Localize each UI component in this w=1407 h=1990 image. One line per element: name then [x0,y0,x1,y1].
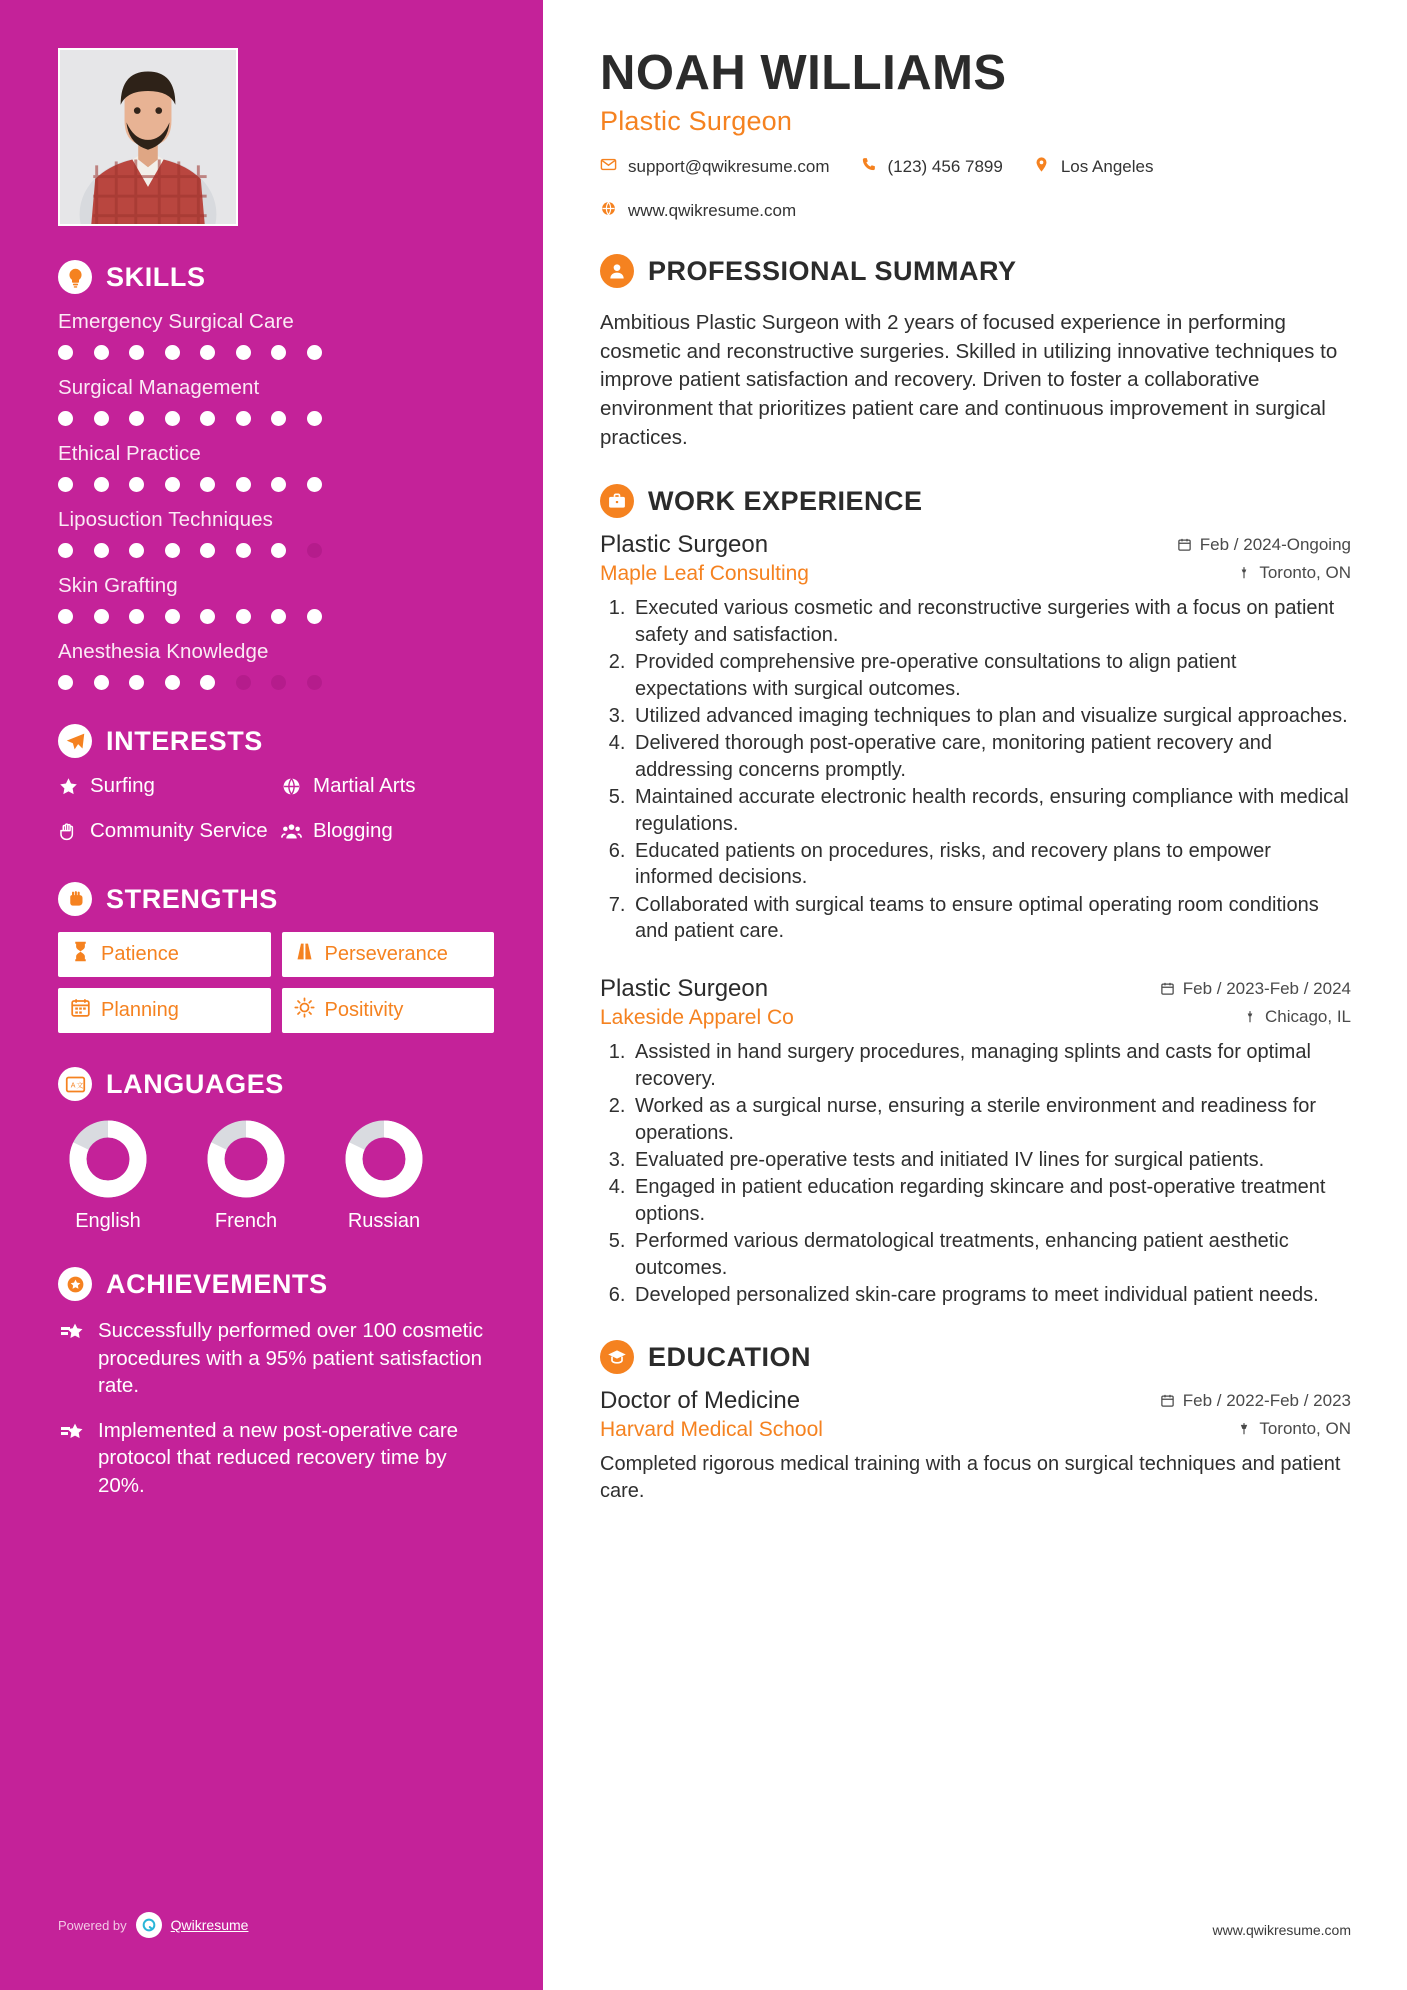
contact-text: Los Angeles [1060,157,1154,177]
language-item [196,1117,296,1233]
achievement-text: Successfully performed over 100 cosmetic procedures with a 95% patient satisfaction rate. [98,1319,484,1397]
skill-item [58,640,494,690]
job-entry [600,531,1351,944]
achievement-star-icon [58,1317,84,1399]
rating-dot-filled [200,675,215,690]
rating-dot-filled [165,543,180,558]
rating-dot-filled [271,477,286,492]
rating-dot-filled [129,345,144,360]
rating-dot-filled [236,345,251,360]
phone-icon [860,156,877,178]
rating-dot-empty [271,675,286,690]
rating-dot-filled [129,543,144,558]
job-date [1177,535,1351,555]
interests-list [58,774,494,848]
rating-dot-filled [94,609,109,624]
pin-icon [1237,1422,1251,1436]
skill-item [58,574,494,624]
rating-dot-filled [307,609,322,624]
company-name: Lakeside Apparel Co [600,1006,794,1030]
contact-item[interactable] [1033,156,1154,178]
strengths-title: STRENGTHS [106,883,278,914]
contact-text: support@qwikresume.com [628,157,830,177]
contact-text: (123) 456 7899 [887,157,1003,177]
skills-list [58,310,494,690]
rating-dot-filled [271,609,286,624]
skill-name: Liposuction Techniques [58,508,273,531]
interest-item [58,819,271,848]
education-header [600,1340,1351,1374]
skill-rating-dots [58,477,494,492]
skills-title: SKILLS [106,261,206,292]
interests-section [58,724,494,848]
pin-icon [1237,566,1251,580]
strengths-section [58,882,494,1033]
education-entry [600,1387,1351,1505]
degree-title: Doctor of Medicine [600,1387,801,1415]
languages-list [58,1117,494,1233]
calendar-icon [1160,1393,1175,1408]
job-entry [600,975,1351,1308]
rating-dot-filled [58,609,73,624]
calendar-icon [70,997,91,1024]
rating-dot-empty [236,675,251,690]
education-location-text: Toronto, ON [1259,1419,1351,1439]
skill-item [58,376,494,426]
calendar-icon [1160,981,1175,996]
skill-rating-dots [58,675,494,690]
rating-dot-filled [165,609,180,624]
education-date-text: Feb / 2022-Feb / 2023 [1182,1390,1351,1410]
interest-label: Surfing [90,774,155,797]
languages-title: LANGUAGES [106,1068,284,1099]
contact-text: www.qwikresume.com [628,201,797,221]
rating-dot-empty [307,543,322,558]
svg-text:A: A [70,1082,75,1090]
strengths-header [58,882,494,916]
language-item [58,1117,158,1233]
briefcase-icon [600,484,634,518]
rating-dot-filled [165,477,180,492]
summary-header [600,254,1351,288]
sidebar [0,0,552,1990]
skill-name: Ethical Practice [58,442,201,465]
award-star-icon [58,1267,92,1301]
paper-plane-icon [58,724,92,758]
rating-dot-filled [271,411,286,426]
language-donut-chart [66,1117,150,1201]
rating-dot-filled [307,477,322,492]
skill-name: Surgical Management [58,376,260,399]
job-duty: 6. Developed personalized skin-care programs to meet individual patient needs. [631,1282,1351,1308]
job-location [1243,1007,1351,1027]
rating-dot-filled [307,345,322,360]
language-label: French [214,1210,278,1233]
achievements-section [58,1267,494,1499]
job-location-text: Chicago, IL [1265,1007,1351,1027]
job-location-text: Toronto, ON [1259,563,1351,583]
interest-item [281,819,494,848]
rating-dot-filled [94,675,109,690]
rating-dot-filled [94,411,109,426]
achievement-item [58,1317,494,1399]
education-location [1237,1419,1351,1439]
language-item [334,1117,434,1233]
company-name: Maple Leaf Consulting [600,562,809,586]
sun-icon [294,997,315,1024]
user-circle-icon [600,254,634,288]
rating-dot-filled [58,675,73,690]
job-duties-list [600,595,1351,944]
interest-item [58,774,271,803]
skills-header [58,260,494,294]
globe-icon [281,774,302,803]
rating-dot-filled [200,477,215,492]
job-date-text: Feb / 2023-Feb / 2024 [1182,978,1351,998]
job-date-text: Feb / 2024-Ongoing [1199,534,1351,554]
translate-icon [58,1067,92,1101]
interest-label: Martial Arts [313,774,416,797]
rating-dot-filled [271,345,286,360]
job-duty: 4. Delivered thorough post-operative care, monitoring patient recovery and addressing concerns promptly. [631,730,1351,783]
job-duty: 4. Engaged in patient education regarding skincare and post-operative treatment options. [631,1174,1351,1227]
main-content [552,0,1407,1990]
rating-dot-filled [271,543,286,558]
languages-section [58,1067,494,1233]
education-date [1160,1391,1351,1411]
job-duty: 1. Executed various cosmetic and reconstructive surgeries with a focus on patient safety and satisfaction. [631,595,1351,648]
calendar-icon [1177,537,1192,552]
rating-dot-filled [58,411,73,426]
rating-dot-filled [200,609,215,624]
rating-dot-filled [200,411,215,426]
pin-icon [1243,1010,1257,1024]
location-pin-icon [1033,156,1050,178]
job-date [1160,979,1351,999]
contact-item[interactable] [860,156,1003,178]
star-icon [58,774,79,803]
education-title: EDUCATION [648,1341,811,1372]
page-title: NOAH WILLIAMS [600,46,1007,100]
strength-item [282,988,495,1033]
rating-dot-filled [129,675,144,690]
achievement-text: Implemented a new post-operative care protocol that reduced recovery time by 20%. [98,1419,459,1497]
language-label: Russian [347,1210,421,1233]
strength-label: Patience [101,943,179,966]
work-header [600,484,1351,518]
skill-rating-dots [58,411,494,426]
strength-label: Planning [101,999,179,1022]
powered-by-label: Powered by [58,1917,127,1933]
rating-dot-filled [165,675,180,690]
rating-dot-filled [236,411,251,426]
work-experience-section [600,484,1351,1308]
hourglass-icon [70,941,91,968]
footer-url: www.qwikresume.com [1212,1922,1351,1938]
interests-title: INTERESTS [106,725,263,756]
job-duties-list [600,1039,1351,1308]
contact-item[interactable] [600,156,830,178]
rating-dot-filled [165,411,180,426]
job-title: Plastic Surgeon [600,531,769,559]
skill-rating-dots [58,345,494,360]
rating-dot-filled [200,345,215,360]
achievements-title: ACHIEVEMENTS [106,1268,328,1299]
rating-dot-filled [129,477,144,492]
rating-dot-filled [200,543,215,558]
language-donut-chart [204,1117,288,1201]
graduation-cap-icon [600,1340,634,1374]
skill-item [58,442,494,492]
rating-dot-filled [165,345,180,360]
road-icon [294,941,315,968]
interest-label: Blogging [313,819,393,843]
job-duty: 5. Performed various dermatological treatments, enhancing patient aesthetic outcomes. [631,1228,1351,1281]
job-location [1237,563,1351,583]
job-duty: 2. Provided comprehensive pre-operative consultations to align patient expectations with surgical outcomes. [631,649,1351,702]
interests-header [58,724,494,758]
rating-dot-filled [236,609,251,624]
job-duty: 1. Assisted in hand surgery procedures, managing splints and casts for optimal recovery. [631,1039,1351,1092]
languages-header [58,1067,494,1101]
strength-item [58,988,271,1033]
rating-dot-empty [307,675,322,690]
summary-title: PROFESSIONAL SUMMARY [648,255,1017,286]
users-icon [281,819,302,848]
strengths-list [58,932,494,1033]
skill-item [58,508,494,558]
strength-label: Perseverance [324,943,448,966]
powered-by [58,1912,248,1938]
summary-text: Ambitious Plastic Surgeon with 2 years of focused experience in performing cosmetic and reconstructive surgeries. Skilled in utilizing innovative techniques to improve patient satisfaction and recovery. Driven to foster a collaborative environment that prioritizes patient care and continuous improvement in surgical practices. [600,310,1338,449]
skill-name: Anesthesia Knowledge [58,640,269,663]
achievements-list [58,1317,494,1499]
qwikresume-brand[interactable]: Qwikresume [170,1917,249,1933]
skill-rating-dots [58,543,494,558]
rating-dot-filled [94,477,109,492]
interest-label: Community Service [90,819,268,843]
strength-label: Positivity [324,999,404,1022]
interest-item [281,774,494,803]
hand-icon [58,819,79,848]
skill-item [58,310,494,360]
qwikresume-logo-icon [136,1912,162,1938]
fist-icon [58,882,92,916]
jobs-list [600,531,1351,1308]
school-name: Harvard Medical School [600,1418,823,1442]
rating-dot-filled [236,477,251,492]
globe-icon [600,200,617,222]
work-title: WORK EXPERIENCE [648,485,923,516]
job-duty: 6. Educated patients on procedures, risks, and recovery plans to empower informed decisions. [631,838,1351,891]
job-title: Plastic Surgeon [600,975,769,1003]
job-duty: 5. Maintained accurate electronic health records, ensuring compliance with medical regulations. [631,784,1351,837]
language-label: English [75,1210,141,1233]
rating-dot-filled [94,543,109,558]
contact-list [600,156,1351,222]
language-donut-chart [342,1117,426,1201]
job-duty: 3. Utilized advanced imaging techniques to plan and visualize surgical approaches. [631,703,1351,729]
rating-dot-filled [236,543,251,558]
achievements-header [58,1267,494,1301]
education-section [600,1340,1351,1505]
professional-summary-section [600,254,1351,452]
rating-dot-filled [58,477,73,492]
skill-rating-dots [58,609,494,624]
skill-name: Skin Grafting [58,574,178,597]
rating-dot-filled [307,411,322,426]
envelope-icon [600,156,617,178]
avatar [58,48,238,226]
job-duty: 2. Worked as a surgical nurse, ensuring a sterile environment and readiness for operations. [631,1093,1351,1146]
skill-name: Emergency Surgical Care [58,310,294,333]
achievement-star-icon [58,1417,84,1499]
achievement-item [58,1417,494,1499]
strength-item [282,932,495,977]
strength-item [58,932,271,977]
rating-dot-filled [58,543,73,558]
rating-dot-filled [58,345,73,360]
contact-item[interactable] [600,200,796,222]
job-role-subtitle: Plastic Surgeon [600,106,793,137]
job-duty: 3. Evaluated pre-operative tests and initiated IV lines for surgical patients. [631,1147,1351,1173]
education-description: Completed rigorous medical training with a focus on surgical techniques and patient care. [600,1453,1341,1503]
job-duty: 7. Collaborated with surgical teams to ensure optimal operating room conditions and patient care. [631,892,1351,945]
rating-dot-filled [129,411,144,426]
rating-dot-filled [129,609,144,624]
rating-dot-filled [94,345,109,360]
svg-text:文: 文 [75,1082,83,1090]
lightbulb-icon [58,260,92,294]
skills-section [58,260,494,690]
